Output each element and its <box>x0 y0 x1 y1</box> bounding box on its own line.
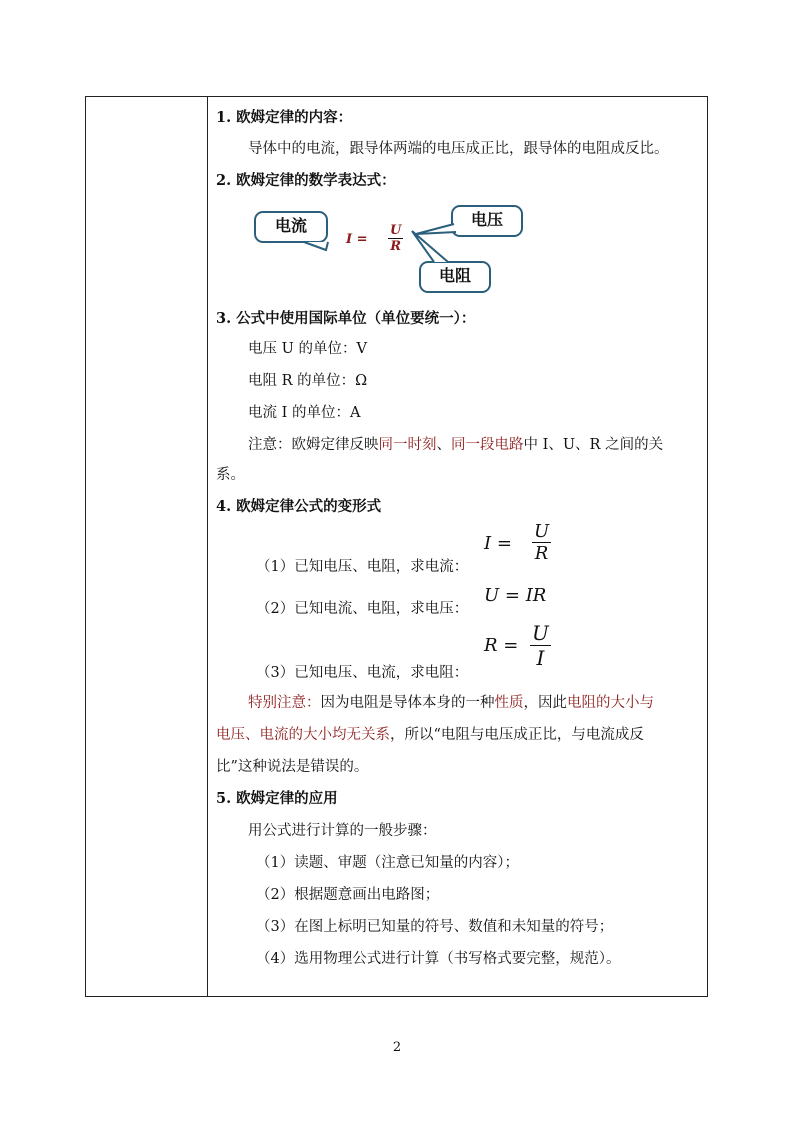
case-3-lhs: R = <box>484 635 519 656</box>
special-note-highlight-unrelated: 电压、电流的大小均无关系 <box>216 727 390 743</box>
callout-current: 电流 <box>254 211 328 243</box>
case-3-denominator: I <box>536 646 545 670</box>
case-1-label: （1）已知电压、电阻，求电流： <box>256 559 469 575</box>
steps-intro: 用公式进行计算的一般步骤： <box>248 823 437 839</box>
special-note-line-1 <box>248 693 654 713</box>
page-number: 2 <box>392 1040 402 1055</box>
formula-numerator: U <box>390 223 402 238</box>
special-note-label: 特别注意： <box>248 695 321 711</box>
section-4-title: 4. 欧姆定律公式的变形式 <box>216 498 382 515</box>
unit-current: 电流 I 的单位：A <box>248 405 361 421</box>
note-line-2: 系。 <box>216 467 245 483</box>
special-note-text-b: ，因此 <box>523 695 567 711</box>
case-1-denominator: R <box>534 543 549 564</box>
special-note-highlight-resistance: 电阻的大小与 <box>567 695 654 711</box>
step-2: （2）根据题意画出电路图； <box>256 887 440 903</box>
note-highlight-same-time: 同一时刻 <box>378 437 437 453</box>
section-1-title: 1. 欧姆定律的内容： <box>216 109 353 126</box>
column-divider <box>207 97 208 996</box>
case-1-lhs: I = <box>484 533 512 554</box>
formula-denominator: R <box>390 239 402 254</box>
step-3: （3）在图上标明已知量的符号、数值和未知量的符号； <box>256 919 614 935</box>
section-2-title: 2. 欧姆定律的数学表达式： <box>216 172 396 189</box>
case-1-fraction <box>532 521 551 564</box>
formula-fraction <box>388 223 403 254</box>
case-3-fraction <box>530 621 551 670</box>
case-2-formula: U = IR <box>484 585 547 606</box>
note-line <box>248 435 663 455</box>
section-5-title: 5. 欧姆定律的应用 <box>216 790 338 807</box>
step-1: （1）读题、审题（注意已知量的内容）； <box>256 855 519 871</box>
formula-lhs: I = <box>346 232 368 247</box>
step-4: （4）选用物理公式进行计算（书写格式要完整，规范）。 <box>256 951 621 967</box>
case-3-label: （3）已知电压、电流，求电阻： <box>256 665 469 681</box>
case-2-label: （2）已知电流、电阻，求电压： <box>256 601 469 617</box>
special-note-highlight-property: 性质 <box>494 695 524 711</box>
case-3-numerator: U <box>532 621 549 645</box>
note-text-c: 中 I、U、R 之间的关 <box>523 437 664 453</box>
section-3-title: 3. 公式中使用国际单位（单位要统一）： <box>216 310 476 327</box>
unit-voltage: 电压 U 的单位：V <box>248 341 367 357</box>
special-note-text-c: ，所以“电阻与电压成正比，与电流成反 <box>390 727 644 743</box>
special-note-text-a: 因为电阻是导体本身的一种 <box>320 695 495 711</box>
callout-resistance: 电阻 <box>419 261 491 293</box>
note-highlight-same-circuit: 同一段电路 <box>451 437 524 453</box>
case-1-numerator: U <box>534 521 550 542</box>
note-text-b: 、 <box>436 437 451 453</box>
note-text-a: 注意：欧姆定律反映 <box>248 437 379 453</box>
unit-resistance: 电阻 R 的单位：Ω <box>248 373 368 389</box>
content-table <box>85 96 708 997</box>
callout-voltage: 电压 <box>451 205 523 237</box>
section-1-body: 导体中的电流，跟导体两端的电压成正比，跟导体的电阻成反比。 <box>248 141 669 157</box>
special-note-line-2 <box>216 725 644 745</box>
special-note-line-3: 比”这种说法是错误的。 <box>216 759 369 775</box>
